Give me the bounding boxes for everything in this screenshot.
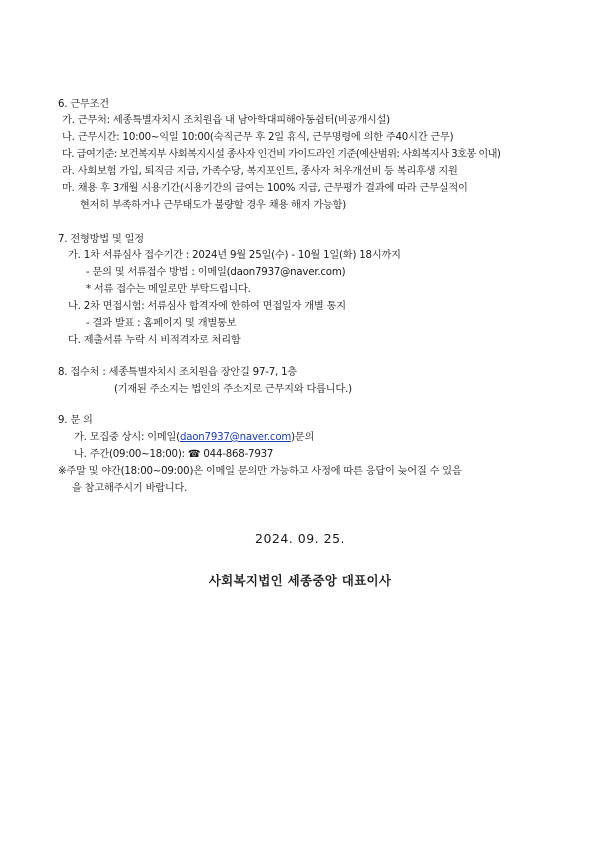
section-8-heading: 8. 접수처 : 세종특별자치시 조치원읍 장안길 97-7, 1층 [58,367,297,378]
section-9-notice-line-1: ※주말 및 야간(18:00~09:00)은 이메일 문의만 가능하고 사정에 따른 응답이 늦어질 수 있음 [58,466,462,477]
section-7-email-only-note: * 서류 접수는 메일로만 부탁드립니다. [86,284,251,295]
section-6-item-ga: 가. 근무처: 세종특별자치시 조치원읍 내 남아학대피해아동쉼터(비공개시설) [62,115,390,126]
section-7-heading: 7. 전형방법 및 일정 [58,234,144,245]
section-9-item-ga-suffix: )문의 [291,432,315,443]
section-6-item-ma-continued: 현저히 부족하거나 근무태도가 불량할 경우 채용 해지 가능함) [80,200,347,211]
signature-line: 사회복지법인 세종중앙 대표이사 [208,573,392,588]
section-7-item-da: 다. 제출서류 누락 시 비적격자로 처리함 [68,335,241,346]
section-7-result-announcement: - 결과 발표 : 홈페이지 및 개별통보 [86,318,237,329]
section-9-item-na: 나. 주간(09:00~18:00): ☎ 044-868-7937 [74,449,274,460]
section-6-item-na: 나. 근무시간: 10:00~익일 10:00(숙직근무 후 2일 휴식, 근무명령에 의한 주40시간 근무) [62,132,454,143]
document-date: 2024. 09. 25. [255,531,345,546]
section-6-heading: 6. 근무조건 [58,99,109,110]
section-6-item-da: 다. 급여기준: 보건복지부 사회복지시설 종사자 인건비 가이드라인 기준(예산범위: 사회복지사 3호봉 이내) [62,149,501,160]
contact-email-link[interactable]: daon7937@naver.com [179,432,292,443]
section-7-item-ga: 가. 1차 서류심사 접수기간 : 2024년 9월 25일(수) - 10월 1일(화) 18시까지 [68,250,401,261]
section-8-address-note: (기재된 주소지는 법인의 주소지로 근무지와 다릅니다.) [114,384,352,395]
section-9-heading: 9. 문 의 [58,415,93,426]
section-6-item-ma: 마. 채용 후 3개월 시용기간(시용기간의 급여는 100% 지급, 근무평가 결과에 따라 근무실적이 [62,183,468,194]
section-9-item-ga [74,431,314,445]
section-6-item-ra: 라. 사회보험 가입, 퇴직금 지급, 가족수당, 복지포인트, 종사자 처우개선비 등 복리후생 지원 [62,166,458,177]
section-9-item-ga-prefix: 가. 모집중 상시: 이메일( [74,432,180,443]
section-7-item-na: 나. 2차 면접시험: 서류심사 합격자에 한하여 면접일자 개별 통지 [68,301,346,312]
section-7-contact-method: - 문의 및 서류접수 방법 : 이메일(daon7937@naver.com) [86,267,346,278]
section-9-notice-line-2: 을 참고해주시기 바랍니다. [72,483,188,494]
